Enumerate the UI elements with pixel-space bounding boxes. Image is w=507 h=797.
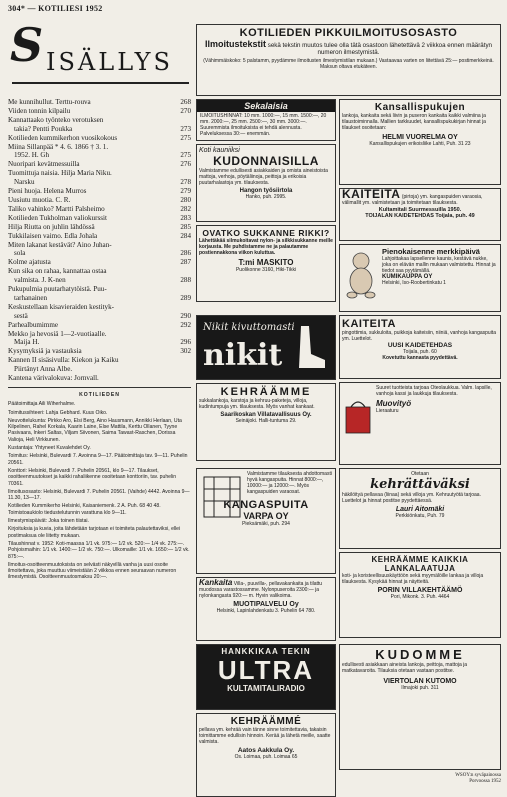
sisallys-logo — [8, 14, 191, 94]
toc-page: 289 — [180, 293, 191, 302]
toc-page — [175, 365, 191, 374]
toc-title: Kotilieden kummikerhon vuosikokous — [8, 133, 118, 142]
toc-page: 286 — [180, 249, 191, 258]
ad-pikku — [196, 24, 501, 96]
editorial-paragraph: Konttori: Helsinki, Bulevardi 7. Puhelin 20561, klo 9—17. Tilaukset, osoitteenmuutokset ja kaikki rahaliikenne osoitetaan konttoriin, tav. puhelin 70361. — [8, 467, 177, 487]
toc-entry — [8, 365, 191, 374]
toc-entry — [8, 338, 191, 347]
toc-entry — [8, 232, 191, 241]
ad-name: VARPA OY — [243, 511, 289, 521]
ad-address: Perkkiönkatu, Puh. 79 — [395, 513, 445, 519]
toc-page: 285 — [180, 222, 191, 231]
toc-title: takia? Pentti Poukka — [14, 124, 73, 133]
ad-title: KOTILIEDEN PIKKUILMOITUSOSASTO — [239, 27, 458, 39]
ad-body: Lahjoittakaa lapsellenne kaunis, kestävä nukke, joka on elävän mallin mukaan valmistettu. Hinnat ja tiedot saa pyytämällä. — [382, 256, 496, 274]
toc-page: 268 — [180, 98, 191, 106]
ad-address: Kansallispukujen erikoisliike Lahti, Puh. 31 23 — [369, 141, 471, 147]
toc-entry — [8, 276, 191, 285]
ad-body: lankoja, kankaita sekä liivin ja puseron kankaita kaikki valmiina ja tilaustoiminnalla. Mallien tarkkuudet, kansallispukukirjan hinnat ja tilaukset osoitetaan: — [342, 113, 486, 131]
toc-entry — [8, 125, 191, 134]
toc-title: sola — [14, 249, 26, 258]
ad-address: Os. Loimaa, puh. Loimaa 65 — [234, 754, 298, 760]
toc-page — [175, 143, 191, 152]
toc-title: Parhealbumimme — [8, 320, 59, 329]
editorial-paragraph: Ilmoitus-osoitteenmuutoksista on selvästi näkyvillä vanha ja uusi osoite ilmoitettava, joka muuttuu viimeistään 2 viikkoa ennen seuraavan numeron ilmestymistä. Osoitteenmuutosmaksu 20:—. — [8, 561, 177, 581]
toc-entry — [8, 178, 191, 187]
toc-title: Hilja Riutta on juhlin lähdössä — [8, 222, 95, 231]
toc-title: Kolme ajatusta — [8, 258, 51, 267]
toc-page — [175, 356, 191, 365]
ad-kehrattavaksi — [339, 468, 501, 549]
toc-title: Kannen II sisäsivulla: Kiekon ja Kaiku — [8, 356, 119, 365]
ad-nikit — [196, 315, 336, 380]
toc-entry — [8, 214, 191, 223]
toc-entry — [8, 294, 191, 303]
toc-entry — [8, 160, 191, 169]
divider — [8, 387, 191, 388]
loom-icon — [200, 473, 244, 523]
toc-title: Narsku — [14, 178, 35, 187]
ad-kaiteita-uusi — [339, 315, 501, 379]
toc-page: 275 — [180, 133, 191, 142]
toc-page: 302 — [180, 347, 191, 356]
ad-kaiteita-toijala — [339, 188, 501, 241]
ad-title: KUDONNAISILLA — [213, 154, 319, 168]
ad-body: ILMOITUSHINNAT: 10 mm. 1000:—, 15 mm. 1500:—, 20 mm. 2000:—, 25 mm. 2500:—, 30 mm. 3000:—. Suuremmista ilmoituksista ei tehdä alennusta. Palveluksessa 30:— enemmän. — [200, 113, 327, 137]
ad-tag: TOIJALAN KAIDETEHDAS Toijala, puh. 49 — [365, 213, 475, 219]
table-of-contents — [8, 98, 191, 383]
editorial-paragraph: Toimitussihteeri: Lahja Gebhard. Kuus Oiko. — [8, 409, 108, 416]
toc-title: sestä — [14, 311, 28, 320]
toc-page: 287 — [180, 258, 191, 267]
ad-word: ULTRA — [217, 655, 315, 685]
ad-small: Kovetuttu kannasta pyydettävä. — [382, 355, 458, 361]
toc-title: Kotilieden Tukholman valiokurssit — [8, 213, 107, 222]
ad-title: KANGASPUITA — [223, 499, 309, 511]
toc-page — [175, 330, 191, 339]
ad-body: Villa-, puuvilla-, pellavakankaita ja tilattu muodossa varastossamme. Nylonpuseroita 2300:— ja nylonkangasta 920:— m. Hyvin valikoima. — [199, 581, 323, 599]
ad-name: Hangon työsiirtola — [239, 188, 293, 194]
ad-muovityo — [339, 382, 501, 465]
toc-page: 276 — [180, 160, 191, 169]
ad-kudonnaisilla — [196, 144, 336, 222]
ad-ultra — [196, 644, 336, 710]
ad-address: Seinäjoki. Halli-tuntuma 29. — [235, 418, 297, 424]
ad-sub: KULTAMITALIRADIO — [227, 684, 305, 693]
ad-title: KEHRÄÄMMÉ — [230, 716, 302, 727]
ad-address: Ilmajoki puh. 311 — [401, 685, 439, 691]
toc-entry — [8, 151, 191, 160]
editorial-paragraph: Neuvottelukunta: Pirkko Aro, Elsi Berg, Aino Hausmann, Annikki Herlaan, Uta Kilpelinen, Rahel Korkala, Kaarin Laine, Else Mattila, Kerttu Ollanen, Tyyne Pasivaara, Inkeri Saltas, Viljam Siivonen, Saima Tawast-Raschen, Dorissa Valioja, Heli Virkkunen. — [8, 417, 182, 443]
editorial-title: KOTILIEDEN — [79, 392, 120, 398]
toc-title: Kannattaako työnteko verotuksen — [8, 115, 104, 124]
ad-title: KEHRÄÄMME — [220, 386, 312, 398]
ad-small: (Vähimmäiskoko: 5 palstamm, pyydämme ilmoitusten ilmestymistilan mukaan.) Vastaavaa varten on liitettävä 25:— postimerkkeinä. Maksun oltava etukäteen. — [203, 58, 494, 70]
ad-kankaita — [196, 577, 336, 641]
toc-title: Kantena värivalokuva: Jornvall. — [8, 374, 99, 383]
ad-body: sekä tekstin muutos tulee olla tätä osastoon lähetettävä 2 viikkoa ennen määrätyn numeron ilmestymistä. — [267, 42, 492, 56]
ad-title: OVATKO SUKKANNE RIKKI? — [202, 228, 330, 238]
ad-sekalaisia — [196, 99, 336, 141]
toc-title: Keskustellaan kisavieraiden kestityk- — [8, 302, 114, 311]
ad-kehraamme — [196, 383, 336, 461]
toc-entry — [8, 116, 191, 125]
logo-word: ISÄLLYS — [46, 48, 173, 76]
toc-page: 292 — [180, 320, 191, 329]
handbag-icon — [343, 397, 373, 437]
editorial-info — [8, 392, 191, 581]
toc-title: Viiden tonnin kilpailu — [8, 106, 71, 115]
editorial-paragraph: Tilaushinnat v. 1952: Koti-maassa 1/1 vk. 975:— 1/2 vk. 520:— 1/4 vk. 275:—. Pohjoismaihin: 1/1 vk. 1400:— 1/2 vk. 750:—. Ulkomaille: 1/1 vk. 1650:— 1/2 vk. 875:—. — [8, 540, 190, 560]
ad-address: Helsinki, Lapinlahdenkatu 3. Puhelin 64 780. — [216, 608, 316, 614]
toc-page: 279 — [180, 187, 191, 196]
toc-page — [175, 116, 191, 125]
ad-title: KAITEITA — [342, 318, 396, 330]
toc-entry — [8, 196, 191, 205]
ad-body: pingottimia, sukkuloita, puikkoja kaiteisiin, niiniä, vanhoja kangaspuita ym. Luettelot. — [342, 330, 496, 342]
toc-title: Me kunnihullut. Terttu-rouva — [8, 98, 91, 106]
toc-title: Kun sika on rahaa, kannattaa ostaa — [8, 267, 107, 276]
toc-title: Pukupulmia puutarhatytöistä. Puu- — [8, 285, 107, 294]
ad-body: sukkalankoja, karstoja ja kehruu-paketeja, villoja, kudintumpuja ym. tilauksesta. Myös vanhat kankaat. — [199, 398, 315, 410]
toc-page: 290 — [180, 311, 191, 320]
left-column — [8, 14, 191, 583]
toc-page: 280 — [180, 195, 191, 204]
toc-page — [175, 285, 191, 294]
toc-page: 278 — [180, 178, 191, 187]
ad-name: MUOTIPALVELU Oy — [233, 601, 299, 608]
ad-name: PORIN VILLAKEHTÄÄMÖ — [377, 587, 463, 594]
toc-entry — [8, 347, 191, 356]
toc-entry — [8, 330, 191, 339]
foot-icon — [291, 324, 331, 372]
toc-entry — [8, 205, 191, 214]
ad-name: HELMI VUORELMA OY — [382, 134, 458, 141]
toc-page: 275 — [180, 151, 191, 160]
toc-entry — [8, 143, 191, 152]
toc-entry — [8, 187, 191, 196]
toc-page: 273 — [180, 124, 191, 133]
ad-address: Hanko, puh. 2995. — [245, 194, 287, 200]
page-header: 304* — KOTILIESI 1952 — [8, 4, 103, 13]
ad-name: VIERTOLAN KUTOMO — [383, 678, 457, 685]
toc-entry — [8, 241, 191, 250]
ad-name: Kultamitali Suurmessuilla 1950. — [378, 207, 462, 213]
toc-title: Piirtänyt Anna Albe. — [14, 365, 73, 374]
ad-kehraamme-kaikkia — [339, 552, 501, 638]
toc-entry — [8, 356, 191, 365]
ad-title: kehrättäväksi — [370, 477, 470, 492]
ad-subtitle: Ilmoitustekstit — [204, 39, 266, 49]
toc-title: tarhanainen — [14, 293, 48, 302]
ad-kudomme — [339, 644, 501, 770]
toc-entry — [8, 223, 191, 232]
ad-pienokaisenne — [339, 244, 501, 312]
ad-name: Saarikoskan Villatavallisuus Oy. — [220, 412, 312, 418]
toc-page — [175, 267, 191, 276]
ad-body: pellava ym. kehrää vain tänne sinne toimitettavia, takaisin toimittamme edullisin hinnoin. Kerää ja lähetä meille, saatte valmista. — [199, 727, 331, 745]
toc-title: 1952. H. Gh — [14, 151, 50, 160]
baby-doll-icon — [343, 251, 379, 301]
toc-page — [175, 374, 191, 383]
toc-page — [175, 241, 191, 250]
ad-kehraamme-aakkula — [196, 713, 336, 797]
ad-name: Lauri Aitomäki — [395, 506, 445, 513]
toc-title: valmista. J. K-nen — [14, 276, 66, 285]
toc-page: 296 — [180, 338, 191, 347]
toc-title: Nuoripari kevätmessuilla — [8, 160, 80, 169]
ad-small: Otetaan — [411, 471, 429, 477]
ad-name: Muovityö — [376, 399, 412, 408]
toc-page — [175, 169, 191, 178]
toc-title: Miina Sillanpää * 4. 6. 1866 † 3. 1. — [8, 142, 109, 151]
toc-page: 283 — [180, 213, 191, 222]
ad-kangaspuita — [196, 468, 336, 574]
ad-name: KUMIKAUPPA OY — [382, 274, 433, 280]
toc-title: Maija H. — [14, 338, 40, 347]
ad-body: (pirtoja) ym. kangaspuiden varaosia, välimallit ym. valmistetaan ja toimitetaan tilauksesta. — [342, 194, 483, 206]
ad-name: Aatos Aakkula Oy. — [237, 747, 295, 754]
editorial-paragraph: Ilmestymispäivät: Joka toinen tiistai. — [8, 518, 89, 525]
toc-entry — [8, 285, 191, 294]
ad-address: Helsinki, Iso-Roobertinkatu 1 — [382, 280, 446, 286]
ad-body: Suuret tuotteista tarjoaa Oteolaukkua. Valm. lapsille, vanhoja kassi ja laukkuja tilauksesta. — [376, 385, 492, 397]
logo-underline — [12, 82, 189, 84]
ad-address: Lieraaturu — [376, 408, 399, 414]
toc-title: Tukkilaisen vaimo. Edla Johala — [8, 231, 98, 240]
logo-initial: S — [10, 18, 44, 72]
ad-address: Pori, Mikonk. 3. Puh. 4464 — [390, 594, 450, 600]
editorial-paragraph: Kotilieden Kummikerho Helsinki, Kaisaniemenk. 2 A. Puh. 68 40 48. Toimistoaukiolo tiedustelutunnin varattuna klo 9—11. — [8, 503, 161, 516]
toc-entry — [8, 374, 191, 383]
toc-title: Miten lakanat kestävät? Aino Juhan- — [8, 240, 112, 249]
ad-title: KUDOMME — [375, 647, 465, 662]
toc-entry — [8, 303, 191, 312]
toc-entry — [8, 249, 191, 258]
editorial-paragraph: Toimitus: Helsinki, Bulevardi 7. Avoinna 9—17. Päätoimittaja tav. 9—11. Puhelin 20561. — [8, 453, 188, 466]
toc-entry — [8, 134, 191, 143]
toc-page: 282 — [180, 204, 191, 213]
ad-title: Pienokaisenne merkkipäivä — [382, 247, 480, 256]
editorial-paragraph: Ilmoitusosasto: Helsinki, Bulevardi 7. Puhelin 20561. (Vaihde) 4442. Avoinna 9—11.30, 13—17. — [8, 488, 190, 502]
editorial-paragraph: Kirjoituksia ja kuvia, joita lähdetään tarjotaan ei toimiteta palautettaviksi, ellei postimaksua ole liitetty mukaan. — [8, 526, 181, 539]
toc-title: Mekko ja hevosiä 1—2-vuotiaalle. — [8, 329, 107, 338]
toc-entry — [8, 258, 191, 267]
ad-top: HANKKIKAA TEKIN — [221, 647, 311, 656]
ad-title: KEHRÄÄMME KAIKKIA LANKALAATUJA — [371, 555, 469, 573]
ad-title: Kansallispukujen — [374, 102, 466, 113]
ad-address: Toijala, puh. 60 — [403, 349, 437, 355]
ads-column — [196, 24, 501, 797]
ad-ovatko — [196, 225, 336, 302]
toc-entry — [8, 169, 191, 178]
ad-body: Lähettäkää silmukoitavat nylon- ja silkkisukkanne meille korjausta. Me puhdistamme ne ja palautamme postiennakkona viikon kuluttua. — [199, 238, 333, 256]
toc-entry — [8, 267, 191, 276]
toc-title: Taliko vahinko? Martti Palsheimo — [8, 204, 105, 213]
printer-note: WSOY:n syväpainossa Porvoossa 1952 — [455, 773, 501, 784]
toc-title: Tuomittuja naisia. Hilja Maria Niku. — [8, 169, 112, 178]
ad-script: Nikit kivuttomasti — [203, 322, 295, 333]
toc-page — [175, 303, 191, 312]
ad-script: Koti kauniiksi — [199, 147, 240, 154]
ad-body: Valmistamme tilauksesta ahdottomasti hyvä kangaspuita. Hinnat 8000:—, 10000:— ja 12000:—. Myös kangaspuiden varaosat. — [247, 471, 332, 495]
toc-entry — [8, 312, 191, 321]
ad-title: Kankaita — [199, 578, 233, 587]
ad-address: Puolikonne 3160, Hiki-Tikki — [235, 267, 297, 273]
toc-title: Pieni huoja. Helena Murros — [8, 187, 87, 196]
toc-page: 270 — [180, 106, 191, 115]
ad-word: nikit — [203, 338, 283, 373]
toc-title: Uusiutu muotia. C. R. — [8, 195, 71, 204]
ad-name: UUSI KAIDETEHDAS — [387, 342, 453, 349]
ad-body: häkilöityä pellavaa (liinaa) sekä villoja ym. Kehruutyötä tarjoaa. Luettelot ja hinnat postitse pyydettäessä. — [342, 492, 481, 504]
ad-address: Pieksämäki, puh. 294 — [242, 521, 290, 527]
toc-page: 284 — [180, 231, 191, 240]
toc-entry — [8, 107, 191, 116]
ad-title: KAITEITA — [342, 187, 401, 201]
ad-header: Sekalaisia — [197, 100, 335, 112]
ad-body: Valmistamme edullisesti asiakkaiden ja omista aineistoista mattoja, verhoja, pöytäliinoja, peittoja ja erikoisia puutarhalastoja ym. tilauksesta. — [199, 168, 328, 186]
toc-entry — [8, 321, 191, 330]
toc-page: 288 — [180, 276, 191, 285]
ad-kansallispuku — [339, 99, 501, 185]
ad-body: koti- ja koristeellisuuskäyttöön sekä myymälöille lankaa ja villoja tilauksesta. Kysykää hinnat ja näytteitä. — [342, 573, 484, 585]
ad-body: edullisesti asiakkaan aineista lankoja, peittoja, mattoja ja matkatavaroita. Tilauksia otetaan vastaan postitse. — [342, 662, 468, 674]
ad-name: T:mi MASKITO — [238, 258, 294, 267]
editorial-paragraph: Kustantaja: Yhtyneet Kuvalehdet Oy. — [8, 445, 91, 452]
editorial-paragraph: Päätoimittaja Aili Wiherhalme. — [8, 401, 76, 408]
toc-entry — [8, 98, 191, 107]
toc-title: Kysymyksiä ja vastauksia — [8, 347, 82, 356]
